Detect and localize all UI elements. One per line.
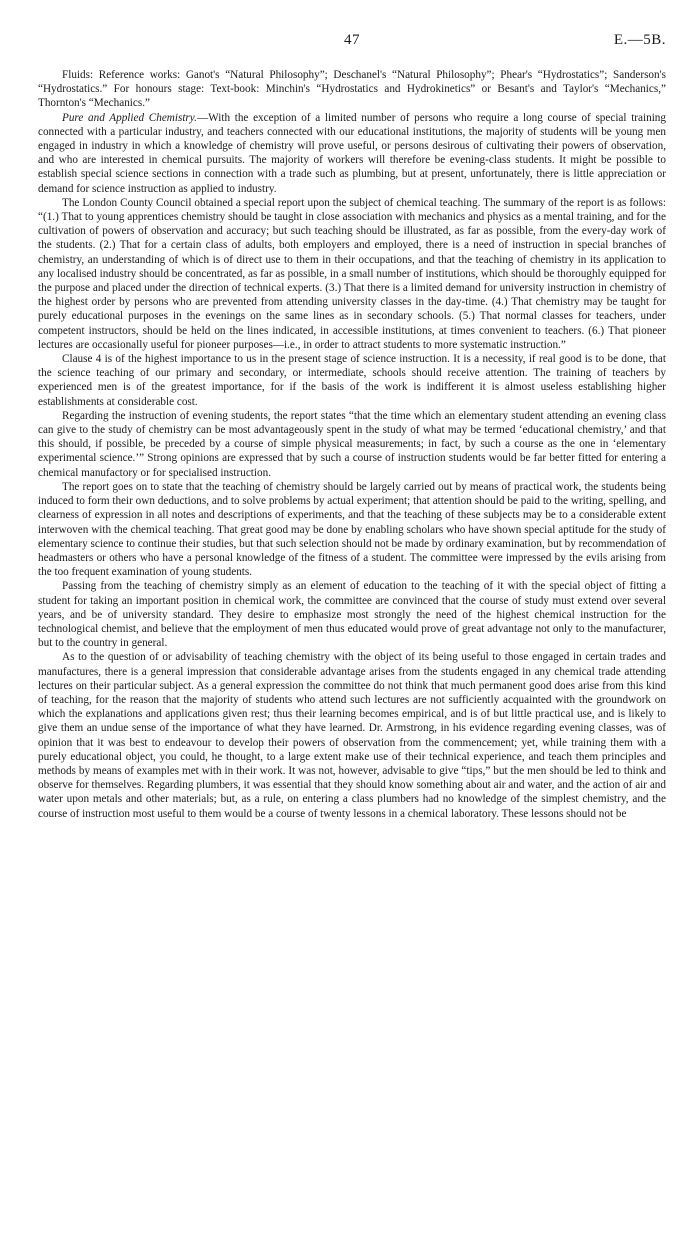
paragraph-text: The report goes on to state that the teaching of chemistry should be largely carried out by means of practical work, the students being induced to form their own deductions, and to solve problems by actual experiment; that attention should be paid to the writing, spelling, and clearness of expression in all notes and descriptions of experiments, and that the teaching of these subjects may be to a considerable extent interwoven with the chemical teaching. That great good may be done by enabling scholars who have shown special aptitude for the study of elementary science to continue their studies, but that such selection should not be made by ordinary examination, but by recommendation of headmasters or others who have a personal knowledge of the fitness of a student. The committee were impressed by the evils arising from the too frequent examination of young students. <box>38 480 666 579</box>
paragraph-lcc-report <box>38 196 666 352</box>
document-page <box>38 32 666 821</box>
paragraph-text: Clause 4 is of the highest importance to us in the present stage of science instruction. It is a necessity, if real good is to be done, that the science teaching of our primary and secondary, or intermediate, schools should receive attention. The training of teachers by experienced men is of the greatest importance, for if the basis of the work is indifferent it is almost useless establishing higher establishments at considerable cost. <box>38 353 666 408</box>
paragraph-trades-manufactures <box>38 650 666 820</box>
paragraph-text: Passing from the teaching of chemistry simply as an element of education to the teaching of it with the special object of fitting a student for taking an important position in chemical work, the committee are convinced that the course of study must extend over several years, and be of university standard. They desire to emphasize most strongly the need of the highest chemical instruction for the technological chemist, and believe that the employment of men thus educated would prove of great advantage not only to the manufacturer, but to the country in general. <box>38 580 666 650</box>
paragraph-clause-4 <box>38 352 666 409</box>
paragraph-fluids-references <box>38 68 666 111</box>
page-number: 47 <box>344 32 360 48</box>
paragraph-university-standard <box>38 579 666 650</box>
paragraph-text: Regarding the instruction of evening students, the report states “that the time which an elementary student attending an evening class can give to the study of chemistry can be most advantageously spent in the study of what may be termed ‘educational chemistry,’ and that this should, if possible, be preceded by a course of simple physical measurements; in fact, by such a course as the one in ‘elementary experimental science.’” Strong opinions are expressed that by such a course of instruction students would be far better fitted for entering a chemical manufactory or for specialised instruction. <box>38 409 666 479</box>
paragraph-text: As to the question of or advisability of teaching chemistry with the object of its being useful to those engaged in certain trades and manufactures, there is a general impression that considerable advantage arises from the students engaged in any chemical trade attending lectures on their particular subject. As a general expression the committee do not think that much permanent good does arise from this kind of teaching, for the reason that the majority of students who attend such lectures are not sufficiently acquainted with the groundwork on which the explanations and applications given rest; thus their learning becomes empirical, and is of but little practical use, and is likely to give them an undue sense of the importance of what they have learned. Dr. Armstrong, in his evidence regarding evening classes, was of opinion that it was best to endeavour to develop their powers of observation from the commencement; yet, while training them with a purely educational object, you could, he thought, to a large extent make use of their technical experience, and teach them principles and methods by means of examples met with in their work. It was not, however, advisable to give “tips,” but the men should be led to think and observe for themselves. Regarding plumbers, it was essential that they should know something about air and water, and the action of air and water upon metals and other materials; but, as a rule, on entering a class plumbers had no knowledge of the simplest chemistry, and the course of instruction most useful to them would be a course of twenty lessons in a chemical laboratory. These lessons should not be <box>38 651 666 820</box>
section-heading-chemistry: Pure and Applied Chemistry. <box>62 111 197 124</box>
paragraph-text: Fluids: Reference works: Ganot's “Natural Philosophy”; Deschanel's “Natural Philosophy”; Phear's “Hydrostatics”; Sanderson's “Hydrostatics.” For honours stage: Text-book: Minchin's “Hydrostatics and Hydrokinetics” or Besant's and Taylor's “Mechanics,” Thornton's “Mechanics.” <box>38 69 666 110</box>
paragraph-evening-students <box>38 409 666 480</box>
paragraph-practical-work <box>38 480 666 579</box>
document-reference: E.—5B. <box>613 32 666 48</box>
page-header <box>38 32 666 54</box>
paragraph-chemistry-intro <box>38 111 666 196</box>
paragraph-text: The London County Council obtained a special report upon the subject of chemical teaching. The summary of the report is as follows: “(1.) That to young apprentices chemistry should be taught in close association with mechanics and physics as a mental training, and for the cultivation of powers of observation and accuracy; but such teaching should be illustrated, as far as possible, from the every-day work of the students. (2.) That for a certain class of adults, both employers and employed, there is a need of instruction in special branches of chemistry, an understanding of which is of direct use to them in their occupations, and that the teaching of chemistry in its application to any localised industry should be concentrated, as far as possible, in a small number of institutions, which should be thoroughly equipped for the purpose and placed under the direction of technical experts. (3.) That there is a limited demand for university instruction in chemistry of the highest order by persons who are prevented from attending university classes in the day-time. (4.) That chemistry may be taught for purely educational purposes in the evenings on the same lines as in secondary schools. (5.) That normal classes for teachers, under competent instructors, should be held on the lines indicated, in accessible institutions, at times convenient to teachers. (6.) That pioneer lectures are occasionally useful for pioneer purposes—i.e., in order to attract students to more systematic instruction.” <box>38 196 666 351</box>
paragraph-text: —With the exception of a limited number of persons who require a long course of special training connected with a particular industry, and teachers connected with our educational institutions, the majority of students will be young men engaged in industry in which a knowledge of chemistry will prove useful, or persons desirous of cultivating their powers of observation, and who are interested in chemical pursuits. The majority of workers will therefore be evening-class students. It might be possible to establish special science sections in connection with a trade such as plumbing, but at present, unfortunately, there is little appreciation or demand for science instruction as applied to industry. <box>38 111 666 195</box>
body-text <box>38 68 666 821</box>
